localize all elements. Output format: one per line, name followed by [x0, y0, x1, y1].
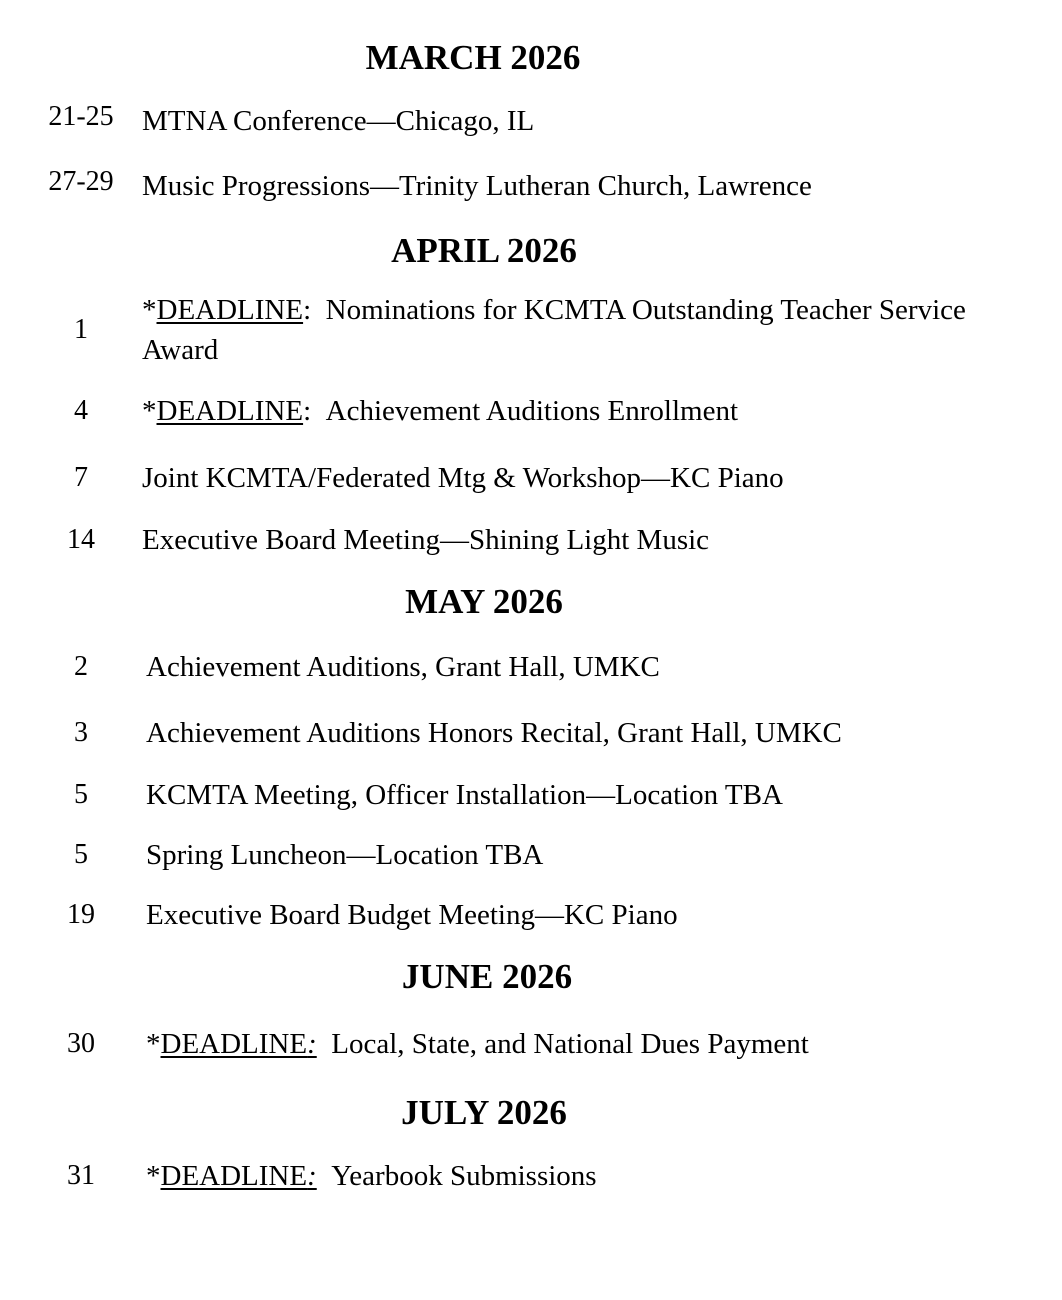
event-date: 30 [67, 1028, 95, 1059]
event-date: 5 [74, 839, 88, 870]
event-date: 31 [67, 1160, 95, 1191]
deadline-label: DEADLINE [156, 294, 304, 326]
event-text [142, 290, 972, 370]
event-date: 2 [74, 651, 88, 682]
event-text: Achievement Auditions Honors Recital, Grant Hall, UMKC [146, 717, 842, 749]
event-text [146, 1024, 809, 1064]
event-text [146, 1156, 597, 1196]
event-text: Executive Board Meeting—Shining Light Music [142, 524, 710, 556]
event-date: 21-25 [48, 101, 114, 132]
event-description: Yearbook Submissions [331, 1160, 597, 1192]
deadline-asterisk: * [142, 395, 157, 427]
deadline-label: DEADLINE [160, 1028, 308, 1060]
event-description: Achievement Auditions Enrollment [325, 395, 739, 427]
month-heading-june: JUNE 2026 [401, 957, 573, 996]
deadline-asterisk: * [142, 294, 157, 326]
deadline-colon: : [303, 294, 312, 326]
month-heading-april: APRIL 2026 [391, 231, 577, 270]
event-text: Spring Luncheon—Location TBA [146, 839, 544, 871]
deadline-colon: : [307, 1160, 317, 1192]
event-text: MTNA Conference—Chicago, IL [142, 105, 535, 137]
event-text: Music Progressions—Trinity Lutheran Church, Lawrence [142, 170, 812, 202]
deadline-colon: : [307, 1028, 317, 1060]
event-description: Local, State, and National Dues Payment [331, 1028, 809, 1060]
event-text [142, 391, 738, 431]
event-date: 27-29 [48, 166, 114, 197]
event-date: 5 [74, 779, 88, 810]
deadline-label: DEADLINE [160, 1160, 308, 1192]
event-date: 3 [74, 717, 88, 748]
event-date: 7 [74, 462, 88, 493]
month-heading-july: JULY 2026 [401, 1093, 567, 1132]
deadline-asterisk: * [146, 1160, 161, 1192]
event-date: 14 [67, 524, 95, 555]
event-date: 19 [67, 899, 95, 930]
event-date: 1 [74, 314, 88, 345]
event-text: Achievement Auditions, Grant Hall, UMKC [146, 651, 660, 683]
deadline-colon: : [303, 395, 312, 427]
event-text: Joint KCMTA/Federated Mtg & Workshop—KC Piano [142, 462, 784, 494]
event-description: Nominations for KCMTA Outstanding Teacher Service Award [142, 294, 966, 366]
month-heading-may: MAY 2026 [405, 582, 563, 621]
event-text: KCMTA Meeting, Officer Installation—Location TBA [146, 779, 783, 811]
event-text: Executive Board Budget Meeting—KC Piano [146, 899, 678, 931]
deadline-label: DEADLINE [156, 395, 304, 427]
event-date: 4 [74, 395, 88, 426]
month-heading-march: MARCH 2026 [365, 38, 581, 77]
deadline-asterisk: * [146, 1028, 161, 1060]
